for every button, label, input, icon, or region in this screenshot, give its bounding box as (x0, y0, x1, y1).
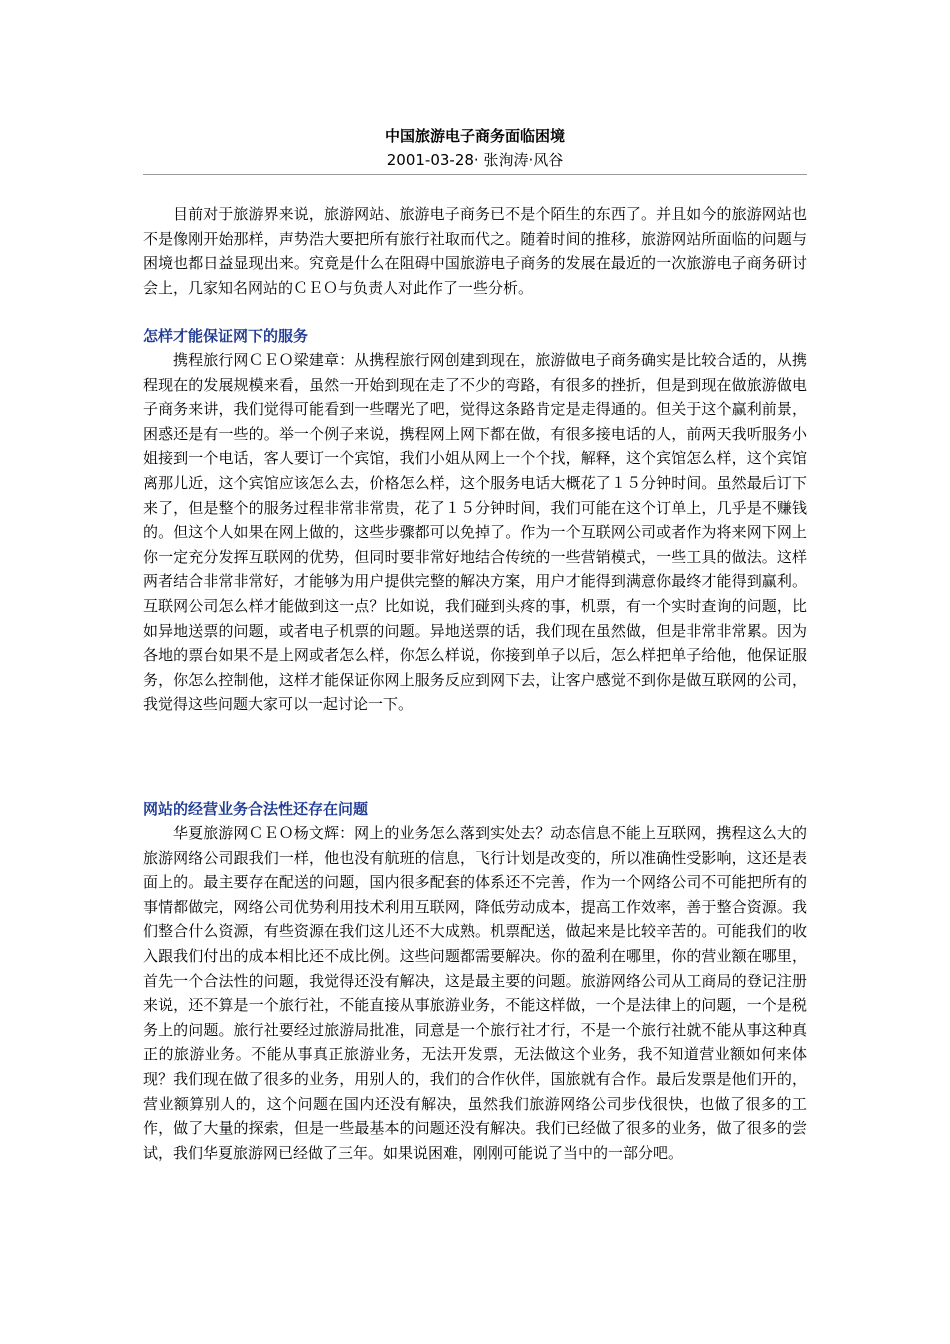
header-divider (143, 174, 807, 175)
section-body-service: 携程旅行网ＣＥＯ梁建章：从携程旅行网创建到现在，旅游做电子商务确实是比较合适的，从携程现在的发展规模来看，虽然一开始到现在走了不少的弯路，有很多的挫折，但是到现在做旅游做电子商务来讲，我们觉得可能看到一些曙光了吧，觉得这条路肯定是走得通的。但关于这个赢利前景，困惑还是有一些的。举一个例子来说，携程网上网下都在做，有很多接电话的人，前两天我听服务小姐接到一个电话，客人要订一个宾馆，我们小姐从网上一个个找，解释，这个宾馆怎么样，这个宾馆离那儿近，这个宾馆应该怎么去，价格怎么样，这个服务电话大概花了１５分钟时间。虽然最后订下来了，但是整个的服务过程非常非常贵，花了１５分钟时间，我们可能在这个订单上，几乎是不赚钱的。但这个人如果在网上做的，这些步骤都可以免掉了。作为一个互联网公司或者作为将来网下网上你一定充分发挥互联网的优势，但同时要非常好地结合传统的一些营销模式，一些工具的做法。这样两者结合非常非常好，才能够为用户提供完整的解决方案，用户才能得到满意你最终才能得到赢利。互联网公司怎么样才能做到这一点？比如说，我们碰到头疼的事，机票，有一个实时查询的问题，比如异地送票的问题，或者电子机票的问题。异地送票的话，我们现在虽然做，但是非常非常累。因为各地的票台如果不是上网或者怎么样，你怎么样说，你接到单子以后，怎么样把单子给他，他保证服务，你怎么控制他，这样才能保证你网上服务反应到网下去，让客户感觉不到你是做互联网的公司，我觉得这些问题大家可以一起讨论一下。 (143, 351, 807, 714)
section-heading-legality: 网站的经营业务合法性还存在问题 (143, 800, 369, 818)
section-body-legality: 华夏旅游网ＣＥＯ杨文辉：网上的业务怎么落到实处去？动态信息不能上互联网，携程这么大的旅游网络公司跟我们一样，他也没有航班的信息，飞行计划是改变的，所以准确性受影响，这还是表面上的。最主要存在配送的问题，国内很多配套的体系还不完善，作为一个网络公司不可能把所有的事情都做完，网络公司优势利用技术利用互联网，降低劳动成本，提高工作效率，善于整合资源。我们整合什么资源，有些资源在我们这儿还不大成熟。机票配送，做起来是比较辛苦的。可能我们的收入跟我们付出的成本相比还不成比例。这些问题都需要解决。你的盈利在哪里，你的营业额在哪里，首先一个合法性的问题，我觉得还没有解决，这是最主要的问题。旅游网络公司从工商局的登记注册来说，还不算是一个旅行社，不能直接从事旅游业务，不能这样做，一个是法律上的问题，一个是税务上的问题。旅行社要经过旅游局批准，同意是一个旅行社才行，不是一个旅行社就不能从事这种真正的旅游业务。不能从事真正旅游业务，无法开发票，无法做这个业务，我不知道营业额如何来体现？我们现在做了很多的业务，用别人的，我们的合作伙伴，国旅就有合作。最后发票是他们开的，营业额算别人的，这个问题在国内还没有解决，虽然我们旅游网络公司步伐很快，也做了很多的工作，做了大量的探索，但是一些最基本的问题还没有解决。我们已经做了很多的业务，做了很多的尝试，我们华夏旅游网已经做了三年。如果说困难，刚刚可能说了当中的一部分吧。 (143, 824, 807, 1162)
section-heading-service: 怎样才能保证网下的服务 (143, 327, 309, 345)
intro-paragraph: 目前对于旅游界来说，旅游网站、旅游电子商务已不是个陌生的东西了。并且如今的旅游网站也不是像刚开始那样，声势浩大要把所有旅行社取而代之。随着时间的推移，旅游网站所面临的问题与困境也都日益显现出来。究竟是什么在阻碍中国旅游电子商务的发展在最近的一次旅游电子商务研讨会上，几家知名网站的ＣＥＯ与负责人对此作了一些分析。 (143, 205, 807, 297)
article-title: 中国旅游电子商务面临困境 (384, 127, 565, 145)
article-byline: 2001-03-28· 张洵涛·风谷 (386, 151, 564, 169)
article-header (143, 124, 807, 172)
